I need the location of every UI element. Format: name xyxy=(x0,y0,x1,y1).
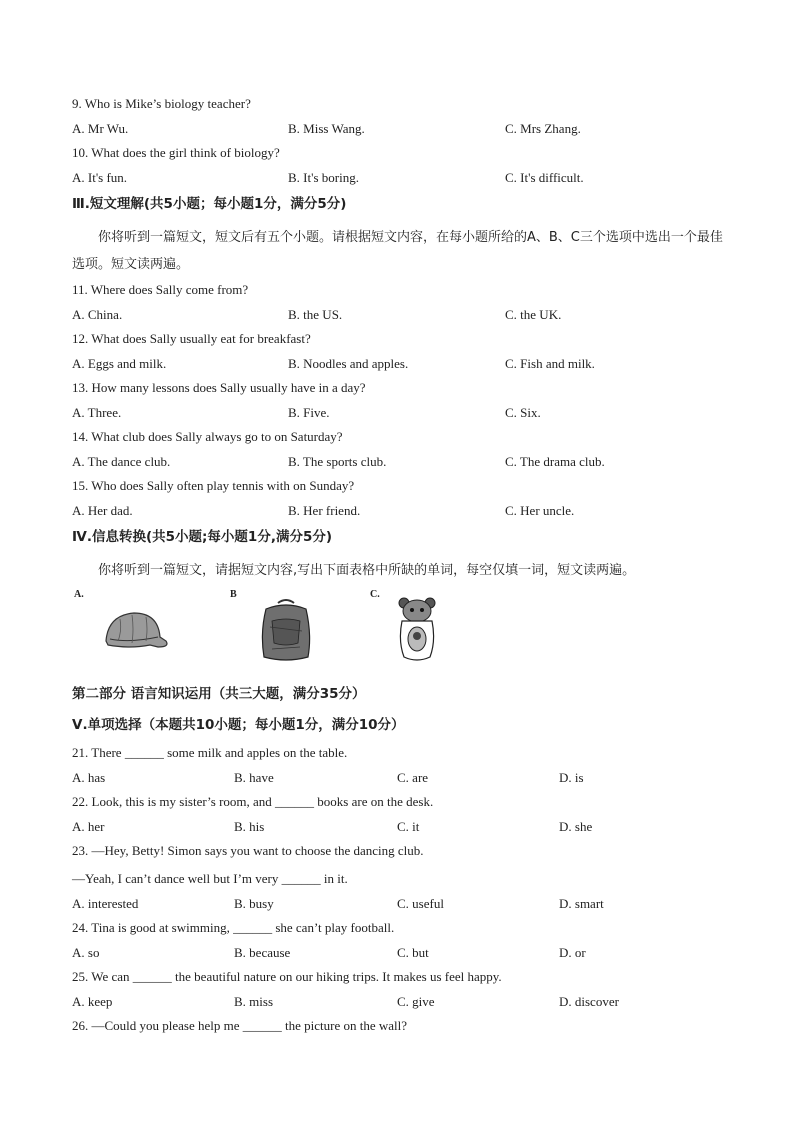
option-25b[interactable]: B. miss xyxy=(234,994,274,1009)
option-9b[interactable]: B. Miss Wang. xyxy=(288,121,365,136)
picture-c-label: C. xyxy=(370,589,380,600)
question-22: 22. Look, this is my sister’s room, and ______ books are on the desk. xyxy=(72,794,434,809)
option-25a[interactable]: A. keep xyxy=(72,994,113,1009)
question-23-reply: —Yeah, I can’t dance well but I’m very ______ in it. xyxy=(72,871,348,886)
question-21: 21. There ______ some milk and apples on the table. xyxy=(72,745,348,760)
option-24c[interactable]: C. but xyxy=(397,945,429,960)
option-24d[interactable]: D. or xyxy=(559,945,586,960)
section-5-title: Ⅴ.单项选择（本题共10小题；每小题1分，满分10分） xyxy=(72,717,405,733)
option-12a[interactable]: A. Eggs and milk. xyxy=(72,356,167,371)
option-15c[interactable]: C. Her uncle. xyxy=(505,503,575,518)
option-14b[interactable]: B. The sports club. xyxy=(288,454,387,469)
question-9: 9. Who is Mike’s biology teacher? xyxy=(72,96,251,111)
option-21d[interactable]: D. is xyxy=(559,770,584,785)
option-22c[interactable]: C. it xyxy=(397,819,420,834)
section-4-title: Ⅳ.信息转换(共5小题;每小题1分,满分5分) xyxy=(72,529,333,545)
option-22b[interactable]: B. his xyxy=(234,819,265,834)
option-12c[interactable]: C. Fish and milk. xyxy=(505,356,595,371)
option-21b[interactable]: B. have xyxy=(234,770,274,785)
option-24b[interactable]: B. because xyxy=(234,945,291,960)
option-23b[interactable]: B. busy xyxy=(234,896,274,911)
options-23 xyxy=(72,894,732,918)
option-21a[interactable]: A. has xyxy=(72,770,106,785)
picture-c xyxy=(368,589,468,679)
bear-bottle-icon xyxy=(394,595,440,663)
option-24a[interactable]: A. so xyxy=(72,945,100,960)
picture-a xyxy=(72,589,182,679)
option-9a[interactable]: A. Mr Wu. xyxy=(72,121,129,136)
options-11 xyxy=(72,305,732,329)
option-9c[interactable]: C. Mrs Zhang. xyxy=(505,121,581,136)
section-4-instructions: 你将听到一篇短文，请据短文内容,写出下面表格中所缺的单词，每空仅填一词，短文读两遍。 xyxy=(98,563,636,578)
question-13: 13. How many lessons does Sally usually have in a day? xyxy=(72,380,366,395)
option-25d[interactable]: D. discover xyxy=(559,994,619,1009)
option-23c[interactable]: C. useful xyxy=(397,896,444,911)
option-13b[interactable]: B. Five. xyxy=(288,405,330,420)
option-15b[interactable]: B. Her friend. xyxy=(288,503,361,518)
question-14: 14. What club does Sally always go to on Saturday? xyxy=(72,429,343,444)
option-14a[interactable]: A. The dance club. xyxy=(72,454,171,469)
options-22 xyxy=(72,817,732,841)
options-15 xyxy=(72,501,732,525)
options-24 xyxy=(72,943,732,967)
options-9 xyxy=(72,119,732,143)
options-14 xyxy=(72,452,732,476)
question-11: 11. Where does Sally come from? xyxy=(72,282,249,297)
option-23a[interactable]: A. interested xyxy=(72,896,139,911)
option-21c[interactable]: C. are xyxy=(397,770,429,785)
option-15a[interactable]: A. Her dad. xyxy=(72,503,133,518)
question-26: 26. —Could you please help me ______ the picture on the wall? xyxy=(72,1018,408,1033)
option-13a[interactable]: A. Three. xyxy=(72,405,122,420)
part-2-title: 第二部分 语言知识运用（共三大题，满分35分） xyxy=(72,686,366,702)
question-23: 23. —Hey, Betty! Simon says you want to choose the dancing club. xyxy=(72,843,424,858)
question-10: 10. What does the girl think of biology? xyxy=(72,145,280,160)
picture-b xyxy=(228,589,338,679)
options-25 xyxy=(72,992,732,1016)
option-12b[interactable]: B. Noodles and apples. xyxy=(288,356,409,371)
option-25c[interactable]: C. give xyxy=(397,994,435,1009)
option-11c[interactable]: C. the UK. xyxy=(505,307,562,322)
question-24: 24. Tina is good at swimming, ______ she can’t play football. xyxy=(72,920,395,935)
option-10c[interactable]: C. It's difficult. xyxy=(505,170,584,185)
section-3-title: Ⅲ.短文理解(共5小题；每小题1分，满分5分) xyxy=(72,196,347,212)
picture-a-label: A. xyxy=(74,589,84,600)
option-11a[interactable]: A. China. xyxy=(72,307,123,322)
backpack-icon xyxy=(258,597,314,663)
question-25: 25. We can ______ the beautiful nature on our hiking trips. It makes us feel happy. xyxy=(72,969,502,984)
option-13c[interactable]: C. Six. xyxy=(505,405,541,420)
question-12: 12. What does Sally usually eat for breakfast? xyxy=(72,331,311,346)
option-11b[interactable]: B. the US. xyxy=(288,307,343,322)
option-14c[interactable]: C. The drama club. xyxy=(505,454,605,469)
options-12 xyxy=(72,354,732,378)
options-10 xyxy=(72,168,732,192)
exam-page xyxy=(72,94,732,1041)
picture-row xyxy=(72,589,732,681)
options-13 xyxy=(72,403,732,427)
section-3-instructions: 你将听到一篇短文，短文后有五个小题。请根据短文内容，在每小题所给的A、B、C三个选项中选出一个最佳选项。短文读两遍。 xyxy=(72,230,723,272)
option-22d[interactable]: D. she xyxy=(559,819,593,834)
option-10b[interactable]: B. It's boring. xyxy=(288,170,359,185)
picture-b-label: B xyxy=(230,589,237,600)
options-21 xyxy=(72,768,732,792)
option-10a[interactable]: A. It's fun. xyxy=(72,170,128,185)
option-22a[interactable]: A. her xyxy=(72,819,105,834)
option-23d[interactable]: D. smart xyxy=(559,896,604,911)
question-15: 15. Who does Sally often play tennis with on Sunday? xyxy=(72,478,355,493)
cap-icon xyxy=(100,605,172,655)
